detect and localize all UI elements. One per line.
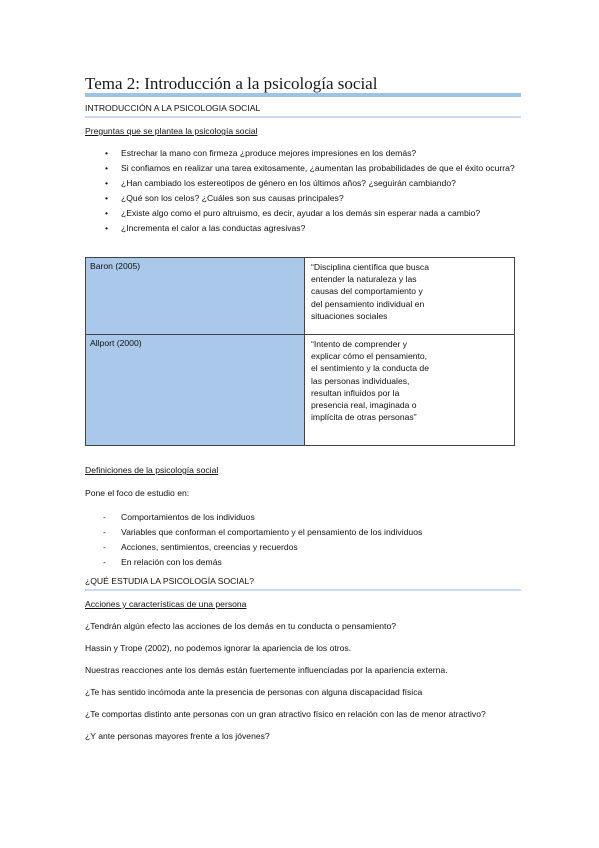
questions-heading: Preguntas que se plantea la psicología social [85,126,258,136]
list-item: - En relación con los demás [85,555,422,570]
list-item: - Comportamientos de los individuos [85,510,422,525]
paragraph: ¿Te has sentido incómoda ante la presencia de personas con alguna discapacidad física [85,687,423,697]
list-item: • ¿Existe algo como el puro altruismo, es decir, ayudar a los demás sin esperar nada a cambio? [85,206,521,221]
table-row [86,335,515,446]
questions-list [85,146,521,236]
dash-marker: - [103,542,106,552]
bullet-icon: • [105,178,109,188]
focus-intro: Pone el foco de estudio en: [85,488,190,498]
bullet-icon: • [105,193,109,203]
paragraph: Hassin y Trope (2002), no podemos ignorar la apariencia de los otros. [85,643,352,653]
bullet-icon: • [105,148,109,158]
section-divider-studies [85,589,521,591]
list-item: • ¿Han cambiado los estereotipos de género en los últimos años? ¿seguirán cambiando? [85,176,521,191]
section-heading-studies: ¿QUÉ ESTUDIA LA PSICOLOGÍA SOCIAL? [85,576,255,586]
focus-list [85,510,422,570]
bullet-icon: • [105,208,109,218]
table-cell-definition: “Intento de comprender y explicar cómo el pensamiento, el sentimiento y la conducta de las personas individuales, resultan influidos por la presencia real, imaginada o implícita de otras personas” [305,335,515,446]
bullet-icon: • [105,223,109,233]
paragraph: ¿Y ante personas mayores frente a los jóvenes? [85,731,270,741]
table-row [86,258,515,335]
dash-marker: - [103,527,106,537]
definitions-heading: Definiciones de la psicología social [85,465,219,475]
bullet-icon: • [105,163,109,173]
dash-marker: - [103,557,106,567]
list-item: • Si confiamos en realizar una tarea exitosamente, ¿aumentan las probabilidades de que el éxito ocurra? [85,161,521,176]
list-item: • Estrechar la mano con firmeza ¿produce mejores impresiones en los demás? [85,146,521,161]
list-item: - Variables que conforman el comportamiento y el pensamiento de los individuos [85,525,422,540]
page-title: Tema 2: Introducción a la psicología social [85,74,378,93]
paragraph: Nuestras reacciones ante los demás están fuertemente influenciadas por la apariencia externa. [85,665,448,675]
paragraph: ¿Te comportas distinto ante personas con un gran atractivo físico en relación con las de menor atractivo? [85,709,486,719]
title-underline-bar [85,93,521,97]
table-cell-author: Baron (2005) [86,258,305,335]
list-item: - Acciones, sentimientos, creencias y recuerdos [85,540,422,555]
section-heading-intro: INTRODUCCIÓN A LA PSICOLOGIA SOCIAL [85,103,261,113]
section-divider-intro [85,116,521,118]
table-cell-definition: “Disciplina científica que busca entender la naturaleza y las causas del comportamiento y del pensamiento individual en situaciones sociales [305,258,515,335]
paragraph: ¿Tendrán algún efecto las acciones de los demás en tu conducta o pensamiento? [85,621,397,631]
list-item: • ¿Incrementa el calor a las conductas agresivas? [85,221,521,236]
actions-subheading: Acciones y características de una persona [85,599,247,609]
dash-marker: - [103,512,106,522]
table-cell-author: Allport (2000) [86,335,305,446]
list-item: • ¿Qué son los celos? ¿Cuáles son sus causas principales? [85,191,521,206]
definitions-table [85,257,515,446]
